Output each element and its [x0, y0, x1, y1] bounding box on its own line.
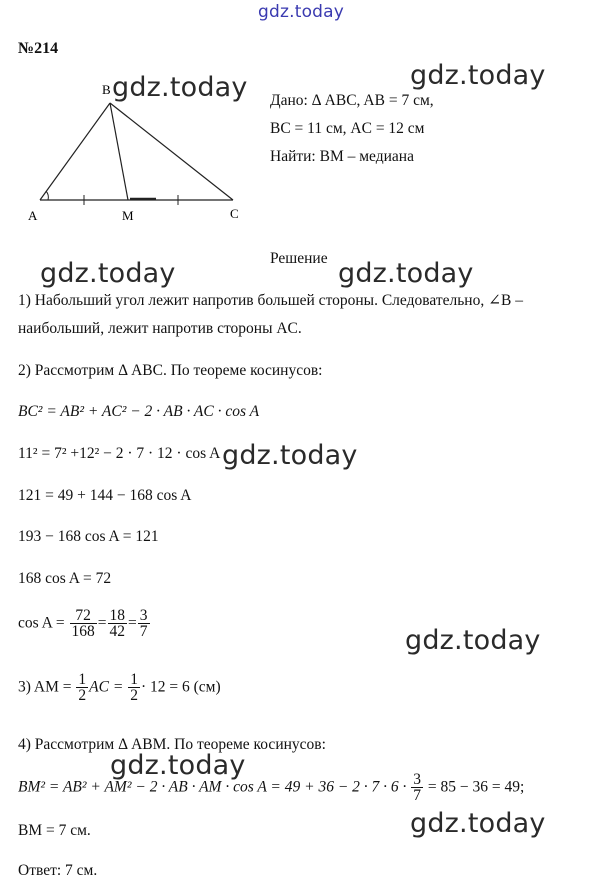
- step4-rhs: = 85 − 36 = 49;: [427, 778, 525, 796]
- watermark: gdz.today: [338, 258, 474, 289]
- triangle-figure: [18, 78, 258, 228]
- step2-eq4: 193 − 168 cos A = 121: [18, 528, 159, 545]
- watermark: gdz.today: [410, 808, 546, 839]
- fraction-denominator: 2: [130, 687, 138, 704]
- fraction-numerator: 72: [75, 607, 91, 624]
- fraction-denominator: 168: [71, 623, 95, 640]
- step2-intro: 2) Рассмотрим Δ ABC. По теореме косинусов:: [18, 362, 323, 379]
- step3-tail: · 12 = 6 (см): [140, 678, 221, 696]
- watermark: gdz.today: [222, 440, 358, 471]
- step2-eq1: BC² = AB² + AC² − 2 · AB · AC · cos A: [18, 403, 260, 420]
- answer: Ответ: 7 см.: [18, 862, 98, 879]
- step1-line1: 1) Набольший угол лежит напротив большей стороны. Следовательно, ∠B –: [18, 292, 524, 309]
- point-m-label: M: [122, 208, 134, 223]
- problem-number: №214: [18, 40, 59, 57]
- angle-a-arc: [46, 191, 48, 200]
- step2-eq5: 168 cos A = 72: [18, 570, 112, 587]
- median-bm: [110, 103, 128, 200]
- fraction-numerator: 3: [413, 771, 422, 788]
- fraction-18-42: [108, 608, 128, 639]
- fraction-numerator: 1: [130, 671, 138, 688]
- step3-mid: AC =: [89, 678, 124, 696]
- watermark: gdz.today: [112, 72, 248, 103]
- given-line-2: BC = 11 см, AC = 12 см: [270, 120, 425, 137]
- step2-eq3: 121 = 49 + 144 − 168 cos A: [18, 487, 192, 504]
- solution-title: Решение: [270, 250, 328, 267]
- side-ab: [40, 103, 110, 200]
- step3-lhs: 3) AM =: [18, 678, 72, 696]
- eq6-lhs: cos A =: [18, 614, 65, 632]
- find-line: Найти: BM – медиана: [270, 148, 414, 165]
- step4-result: BM = 7 см.: [18, 822, 91, 839]
- fraction-numerator: 3: [139, 607, 148, 624]
- vertex-b-label: B: [102, 82, 111, 97]
- vertex-a-label: A: [28, 208, 38, 223]
- side-bc: [110, 103, 233, 200]
- fraction-half: [128, 672, 140, 703]
- fraction-denominator: 7: [413, 787, 422, 804]
- fraction-3-7: [411, 772, 423, 803]
- watermark: gdz.today: [410, 60, 546, 91]
- watermark: gdz.today: [405, 625, 541, 656]
- step4-intro: 4) Рассмотрим Δ ABM. По теореме косинусов:: [18, 736, 326, 753]
- step1-line2: наибольший, лежит напротив стороны AC.: [18, 320, 302, 337]
- watermark-top: gdz.today: [258, 2, 345, 22]
- watermark: gdz.today: [110, 750, 246, 781]
- fraction-denominator: 2: [78, 687, 87, 704]
- fraction-72-168: [70, 608, 97, 639]
- step2-eq2: 11² = 7² +12² − 2 · 7 · 12 · cos A: [18, 445, 221, 462]
- fraction-denominator: 7: [139, 623, 148, 640]
- fraction-3-7: [138, 608, 150, 639]
- given-line-1: Дано: Δ ABC, AB = 7 см,: [270, 92, 434, 109]
- vertex-c-label: C: [230, 206, 239, 221]
- fraction-numerator: 1: [78, 671, 87, 688]
- fraction-half: [76, 672, 88, 703]
- fraction-denominator: 42: [109, 623, 126, 640]
- step4-eq: [18, 772, 524, 803]
- step2-eq6: cos A = $\frac{72}{168}$ = $\frac{18}{42}$ = $\frac{3}{7}$: [18, 607, 148, 640]
- step3-eq: [18, 672, 221, 703]
- watermark: gdz.today: [40, 258, 176, 289]
- fraction-numerator: 18: [109, 607, 126, 624]
- step4-lhs: BM² = AB² + AM² − 2 · AB · AM · cos A = 49 + 36 − 2 · 7 · 6 ·: [18, 778, 407, 796]
